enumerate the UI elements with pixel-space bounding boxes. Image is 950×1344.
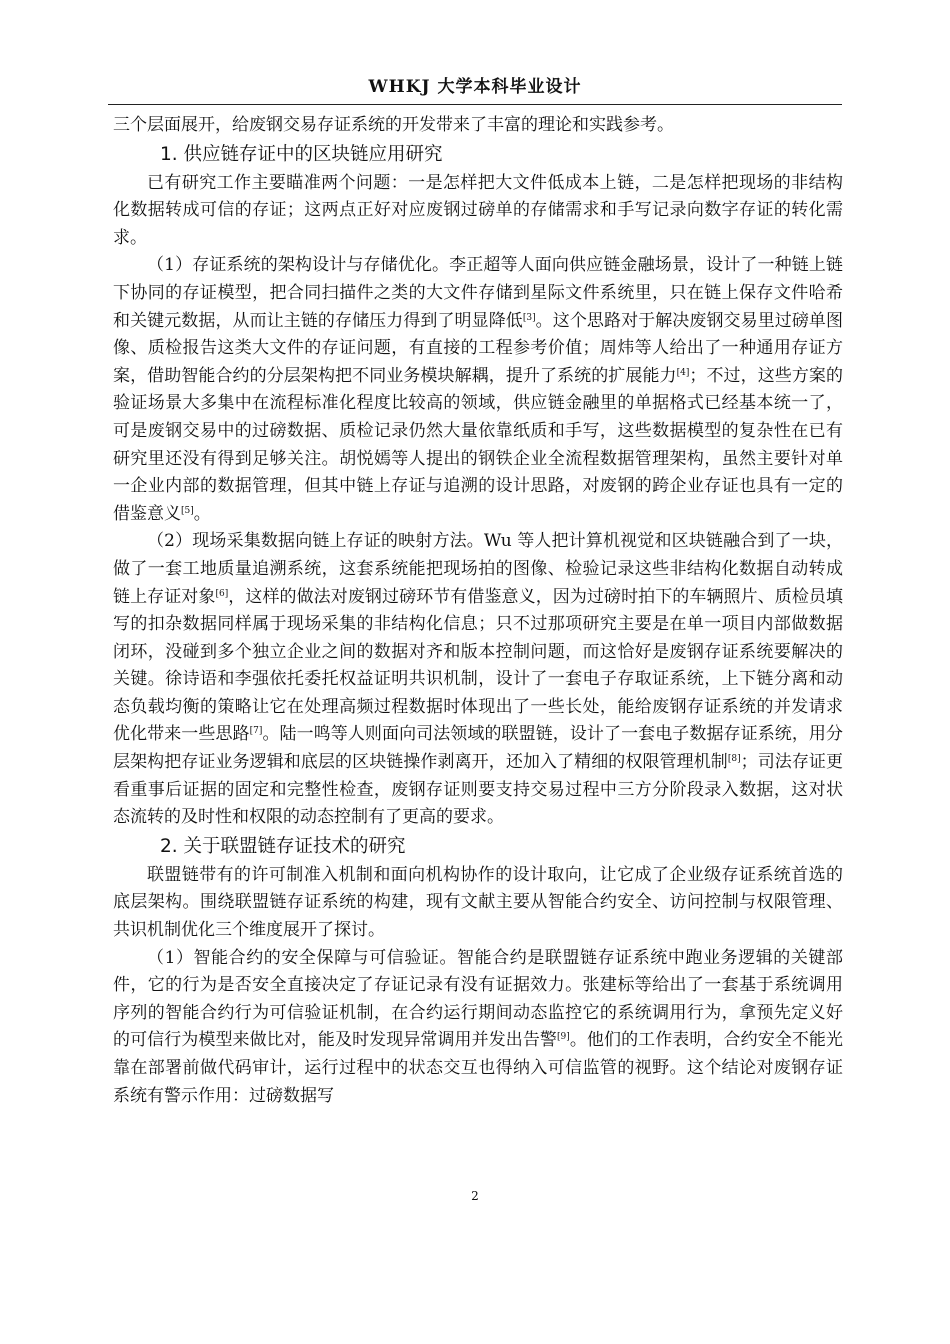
paragraph-text: 。这个思路对于解决废钢交易里过磅单图像、质检报告这类大文件的存证问题，有直接的工程参考价值；周炜等人给出了一种通用存证方案，借助智能合约的分层架构把不同业务模块解耦，提升了系统的扩展能力	[113, 310, 844, 386]
page-number: 2	[471, 1189, 479, 1203]
citation-ref: [5]	[181, 505, 194, 516]
paragraph-text: ；不过，这些方案的验证场景大多集中在流程标准化程度比较高的领域，供应链金融里的单据格式已经基本统一了，可是废钢交易中的过磅数据、质检记录仍然大量依靠纸质和手写，这些数据模型的复杂性在已有研究里还没有得到足够关注。胡悦嫣等人提出的钢铁企业全流程数据管理架构，虽然主要针对单一企业内部的数据管理，但其中链上存证与追溯的设计思路，对废钢的跨企业存证也具有一定的借鉴意义	[113, 365, 844, 524]
paragraph-text: 。他们的工作表明，合约安全不能光靠在部署前做代码审计，运行过程中的状态交互也得纳入可信监管的视野。这个结论对废钢存证系统有警示作用：过磅数据写	[113, 1030, 844, 1106]
header-divider	[108, 104, 842, 105]
paragraph-text: ；司法存证更看重事后证据的固定和完整性检查，废钢存证则要支持交易过程中三方分阶段录入数据，这对状态流转的及时性和权限的动态控制有了更高的要求。	[113, 752, 844, 828]
citation-ref: [8]	[727, 754, 741, 765]
citation-ref: [9]	[557, 1032, 570, 1043]
citation-ref: [6]	[215, 588, 229, 599]
page-header: WHKJ 大学本科毕业设计	[368, 77, 582, 97]
paragraph-continuation: 三个层面展开，给废钢交易存证系统的开发带来了丰富的理论和实践参考。	[113, 115, 674, 135]
paragraph: 联盟链带有的许可制准入机制和面向机构协作的设计取向，让它成了企业级存证系统首选的底层架构。围绕联盟链存证系统的构建，现有文献主要从智能合约安全、访问控制与权限管理、共识机制优化三个维度展开了探讨。	[113, 864, 843, 941]
section-heading-2: 2. 关于联盟链存证技术的研究	[160, 835, 406, 857]
paragraph-text: （2）现场采集数据向链上存证的映射方法。Wu 等人把计算机视觉和区块链融合到了一块，做了一套工地质量追溯系统，这套系统能把现场拍的图像、检验记录这些非结构化数据自动转成链上存证对象	[113, 531, 843, 607]
paragraph-text: 。	[193, 503, 211, 524]
citation-ref: [4]	[676, 367, 690, 378]
paragraph-text: ，这样的做法对废钢过磅环节有借鉴意义，因为过磅时拍下的车辆照片、质检员填写的扣杂数据同样属于现场采集的非结构化信息；只不过那项研究主要是在单一项目内部做数据闭环，没碰到多个独立企业之间的数据对齐和版本控制问题，而这恰好是废钢存证系统要解决的关键。徐诗语和李强依托委托权益证明共识机制，设计了一套电子存取证系统，上下链分离和动态负载均衡的策略让它在处理高频过程数据时体现出了一些长处，能给废钢存证系统的并发请求优化带来一些思路	[113, 586, 844, 745]
section-heading-1: 1. 供应链存证中的区块链应用研究	[160, 143, 443, 165]
citation-ref: [3]	[522, 312, 536, 323]
paragraph	[113, 252, 843, 528]
paragraph: 已有研究工作主要瞄准两个问题：一是怎样把大文件低成本上链，二是怎样把现场的非结构化数据转成可信的存证；这两点正好对应废钢过磅单的存储需求和手写记录向数字存证的转化需求。	[113, 172, 843, 248]
paragraph	[113, 528, 843, 832]
paragraph-text: （1）智能合约的安全保障与可信验证。智能合约是联盟链存证系统中跑业务逻辑的关键部件，它的行为是否安全直接决定了存证记录有没有证据效力。张建标等给出了一套基于系统调用序列的智能合约行为可信验证机制，在合约运行期间动态监控它的系统调用行为，拿预先定义好的可信行为模型来做比对，能及时发现异常调用并发出告警	[113, 947, 843, 1051]
citation-ref: [7]	[249, 726, 263, 737]
document-body	[113, 112, 843, 1110]
paragraph	[113, 945, 843, 1111]
paragraph-text: 。陆一鸣等人则面向司法领域的联盟链，设计了一套电子数据存证系统，用分层架构把存证业务逻辑和底层的区块链操作剥离开，还加入了精细的权限管理机制	[113, 724, 844, 773]
paragraph-text: （1）存证系统的架构设计与存储优化。李正超等人面向供应链金融场景，设计了一种链上链下协同的存证模型，把合同扫描件之类的大文件存储到星际文件系统里，只在链上保存文件哈希和关键元数据，从而让主链的存储压力得到了明显降低	[113, 255, 843, 331]
